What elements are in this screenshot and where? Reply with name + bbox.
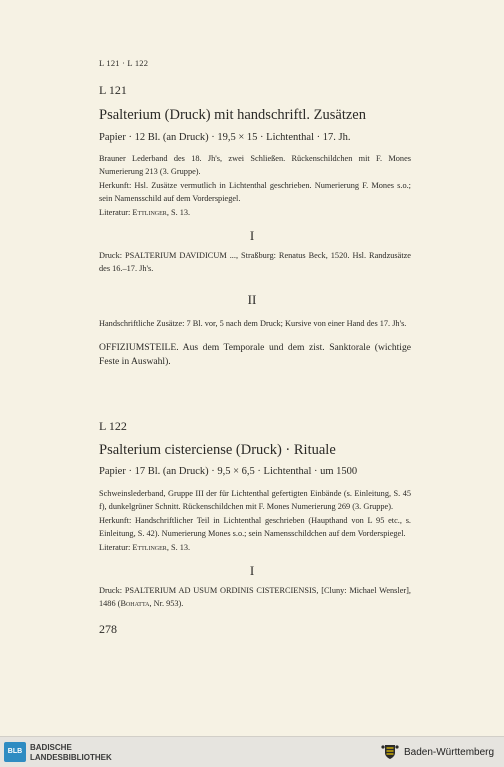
library-name-line1: BADISCHE: [30, 743, 72, 752]
library-name-line2: LANDESBIBLIOTHEK: [30, 752, 112, 762]
section-text: [99, 585, 411, 610]
section-text: Druck: PSALTERIUM DAVIDICUM ..., Straßburg: Renatus Beck, 1520. Hsl. Randzusätze des 16.–17. Jh's.: [99, 251, 411, 273]
section-text: Handschriftliche Zusätze: 7 Bl. vor, 5 nach dem Druck; Kursive von einer Hand des 17. Jh's.: [99, 319, 407, 328]
entry-meta: Papier · 12 Bl. (an Druck) · 19,5 × 15 · Lichtenthal · 17. Jh.: [99, 132, 351, 143]
literature-author: Ettlinger: [132, 208, 167, 217]
literature-label: Literatur:: [99, 208, 131, 217]
entry-signature: L 121: [99, 83, 127, 97]
entry-literature: [99, 208, 190, 217]
viewer-footer: [0, 736, 504, 767]
page-number: 278: [99, 622, 117, 636]
entry-title: Psalterium (Druck) mit handschriftl. Zusätzen: [99, 107, 366, 123]
section-numeral: I: [249, 228, 255, 243]
section-numeral: II: [247, 292, 257, 307]
entry-description: Schweinslederband, Gruppe III der für Lichtenthal gefertigten Einbände (s. Einleitung, S. 45 f), dunkelgrüner Schnitt. Rückenschildchen mit F. Mones Numerierung 269 (3. Gruppe).: [99, 489, 411, 511]
blb-logo-icon[interactable]: BLB: [4, 742, 26, 762]
literature-label: Literatur:: [99, 543, 131, 552]
library-name[interactable]: [30, 743, 112, 762]
literature-ref: , S. 13.: [166, 543, 191, 552]
entry-provenance: Herkunft: Handschriftlicher Teil in Lichtenthal geschrieben (Haupthand von L 95 etc., s. Einleitung, S. 42). Numerierung Mones s.o.; sein Namensschildchen auf dem Vorderspiegel.: [99, 516, 411, 538]
entry-signature: L 122: [99, 419, 127, 433]
state-name[interactable]: Baden-Württemberg: [404, 747, 495, 758]
section-text-end: , Nr. 953).: [149, 598, 184, 608]
entry-provenance: Herkunft: Hsl. Zusätze vermutlich in Lichtenthal geschrieben. Numerierung F. Mones s.o.; sein Namensschild auf dem Vorderspiegel.: [99, 181, 411, 203]
baden-wuerttemberg-crest-icon: [380, 742, 400, 762]
entry-title: Psalterium cisterciense (Druck) · Rituale: [99, 442, 336, 458]
section-text-author: Bohatta: [120, 598, 150, 608]
entry-meta: Papier · 17 Bl. (an Druck) · 9,5 × 6,5 · Lichtenthal · um 1500: [99, 466, 358, 477]
section-numeral: I: [249, 563, 255, 578]
running-head: L 121 · L 122: [99, 58, 149, 68]
section-body: OFFIZIUMSTEILE. Aus dem Temporale und dem zist. Sanktorale (wichtige Feste in Auswahl).: [99, 342, 411, 367]
entry-literature: [99, 543, 190, 552]
literature-author: Ettlinger: [132, 543, 167, 552]
literature-ref: , S. 13.: [166, 208, 191, 217]
entry-description: Brauner Lederband des 18. Jh's, zwei Schließen. Rückenschildchen mit F. Mones Numerierung 213 (3. Gruppe).: [99, 154, 411, 176]
section-text-main: Druck: PSALTERIUM AD USUM ORDINIS CISTERCIENSIS, [Cluny: Michael Wensler], 1486 (: [99, 586, 411, 608]
